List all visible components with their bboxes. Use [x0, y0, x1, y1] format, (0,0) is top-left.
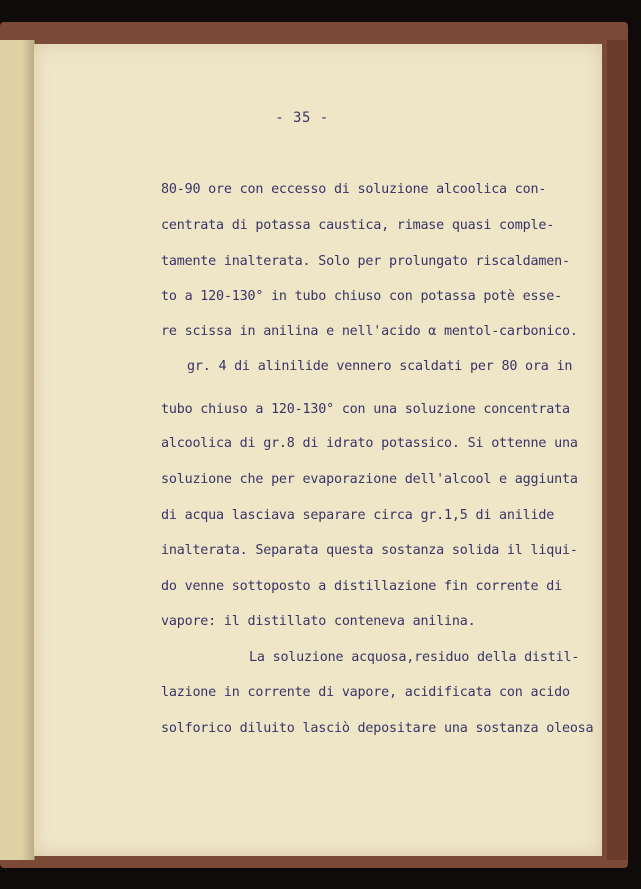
- text-line: vapore: il distillato conteneva anilina.: [161, 614, 476, 629]
- text-line: La soluzione acquosa,residuo della distil-: [249, 650, 580, 665]
- text-line: do venne sottoposto a distillazione fin corrente di: [161, 579, 562, 594]
- text-line: soluzione che per evaporazione dell'alcool e aggiunta: [161, 472, 578, 487]
- text-line: re scissa in anilina e nell'acido α mentol-carbonico.: [161, 324, 578, 339]
- text-line: alcoolica di gr.8 di idrato potassico. Si ottenne una: [161, 436, 578, 451]
- text-line: inalterata. Separata questa sostanza solida il liqui-: [161, 543, 578, 558]
- text-line: lazione in corrente di vapore, acidificata con acido: [161, 685, 570, 700]
- page-number: - 35 -: [275, 110, 329, 126]
- text-line: gr. 4 di alinilide vennero scaldati per 80 ora in: [187, 359, 573, 374]
- text-line: di acqua lasciava separare circa gr.1,5 di anilide: [161, 508, 555, 523]
- text-line: centrata di potassa caustica, rimase quasi comple-: [161, 218, 555, 233]
- text-line: 80-90 ore con eccesso di soluzione alcoolica con-: [161, 182, 547, 197]
- text-line: tamente inalterata. Solo per prolungato riscaldamen-: [161, 254, 570, 269]
- document-page: [34, 44, 602, 856]
- text-line: to a 120-130° in tubo chiuso con potassa potè esse-: [161, 289, 562, 304]
- binding-edge: [607, 40, 627, 860]
- text-line: tubo chiuso a 120-130° con una soluzione concentrata: [161, 402, 570, 417]
- text-line: solforico diluito lasciò depositare una sostanza oleosa: [161, 721, 594, 736]
